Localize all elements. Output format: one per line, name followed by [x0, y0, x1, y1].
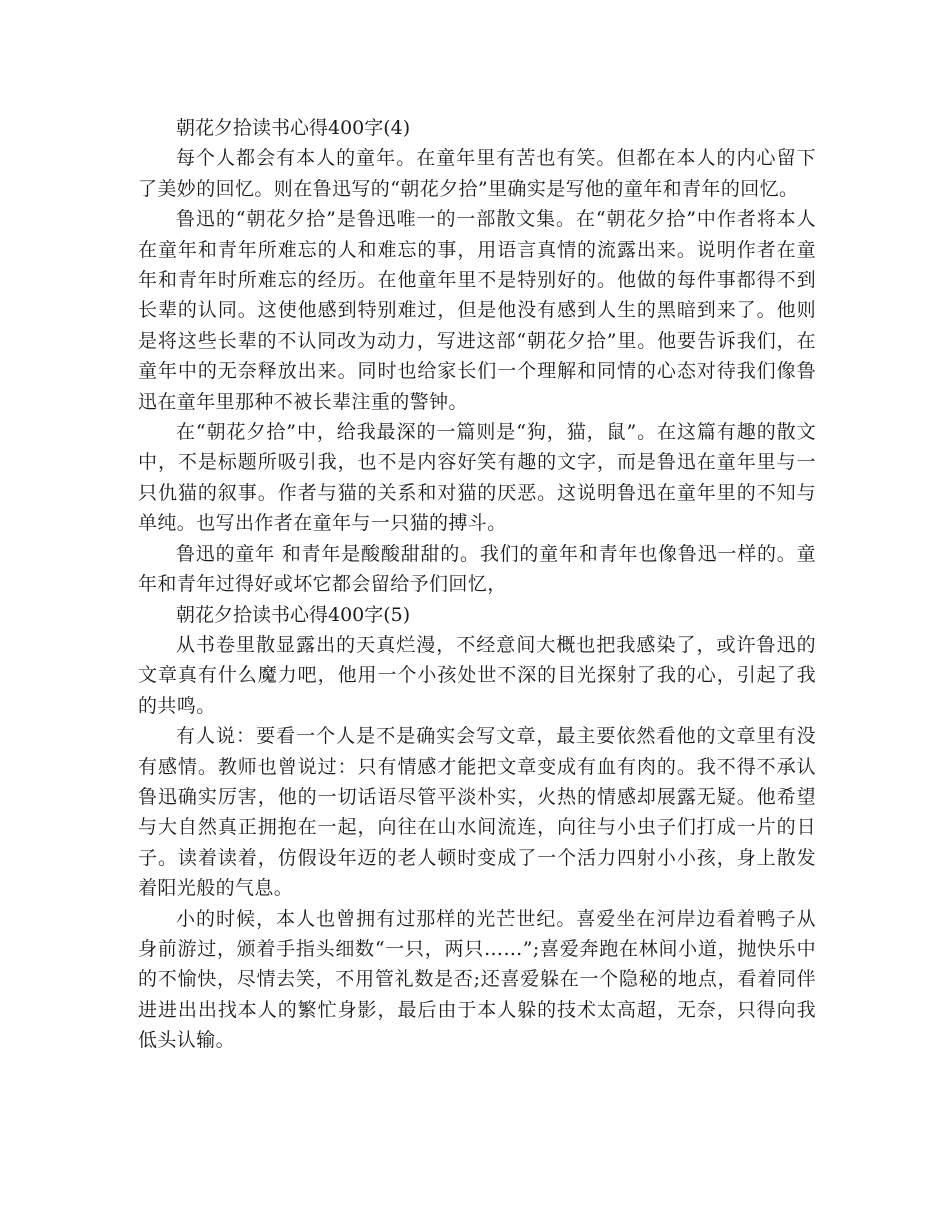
paragraph: 鲁迅的“朝花夕拾”是鲁迅唯一的一部散文集。在“朝花夕拾”中作者将本人在童年和青年所难忘的人和难忘的事，用语言真情的流露出来。说明作者在童年和青年时所难忘的经历。在他童年里不是特别好的。他做的每件事都得不到长辈的认同。这使他感到特别难过，但是他没有感到人生的黑暗到来了。他则是将这些长辈的不认同改为动力，写进这部“朝花夕拾”里。他要告诉我们，在童年中的无奈释放出来。同时也给家长们一个理解和同情的心态对待我们像鲁迅在童年里那种不被长辈注重的警钟。 [138, 208, 816, 413]
paragraph: 在“朝花夕拾”中，给我最深的一篇则是“狗，猫，鼠”。在这篇有趣的散文中，不是标题所吸引我，也不是内容好笑有趣的文字，而是鲁迅在童年里与一只仇猫的叙事。作者与猫的关系和对猫的厌恶。这说明鲁迅在童年里的不知与单纯。也写出作者在童年与一只猫的搏斗。 [138, 421, 816, 535]
document-page [138, 113, 816, 1056]
section-heading: 朝花夕拾读书心得400字(5) [176, 603, 411, 626]
paragraph: 每个人都会有本人的童年。在童年里有苦也有笑。但都在本人的内心留下了美妙的回忆。则在鲁迅写的“朝花夕拾”里确实是写他的童年和青年的回忆。 [138, 147, 816, 200]
paragraph: 从书卷里散显露出的天真烂漫，不经意间大概也把我感染了，或许鲁迅的文章真有什么魔力吧，他用一个小孩处世不深的目光探射了我的心，引起了我的共鸣。 [138, 633, 816, 717]
paragraph: 有人说：要看一个人是不是确实会写文章，最主要依然看他的文章里有没有感情。教师也曾说过：只有情感才能把文章变成有血有肉的。我不得不承认鲁迅确实厉害，他的一切话语尽管平淡朴实，火热的情感却展露无疑。他希望与大自然真正拥抱在一起，向往在山水间流连，向往与小虫子们打成一片的日子。读着读着，仿假设年迈的老人顿时变成了一个活力四射小小孩，身上散发着阳光般的气息。 [138, 725, 816, 900]
paragraph: 小的时候，本人也曾拥有过那样的光芒世纪。喜爱坐在河岸边看着鸭子从身前游过，颁着手指头细数“一只，两只……”;喜爱奔跑在林间小道，抛快乐中的不愉快，尽情去笑，不用管礼数是否;还喜爱躲在一个隐秘的地点，看着同伴进进出出找本人的繁忙身影，最后由于本人躲的技术太高超，无奈，只得向我低头认输。 [138, 907, 816, 1052]
paragraph: 鲁迅的童年 和青年是酸酸甜甜的。我们的童年和青年也像鲁迅一样的。童年和青年过得好或坏它都会留给予们回忆， [138, 542, 816, 596]
section-heading: 朝花夕拾读书心得400字(4) [176, 117, 411, 139]
